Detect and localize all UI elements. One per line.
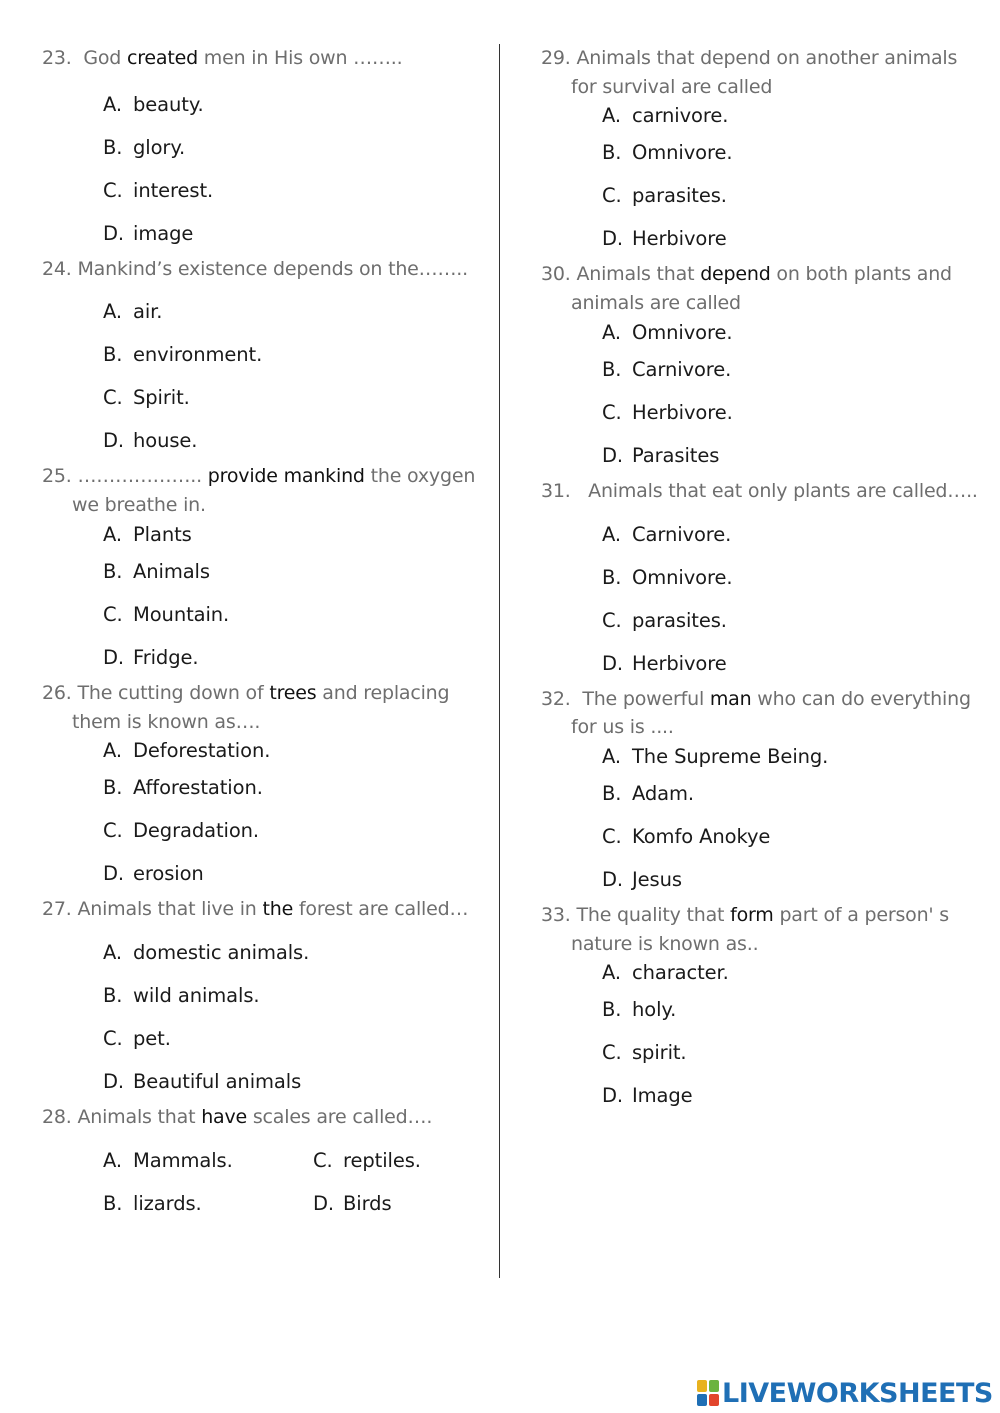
question-23 — [42, 44, 482, 255]
question-text: 30. Animals that depend on both plants and animals are called — [541, 263, 952, 315]
option-d[interactable]: D. Fridge. — [103, 645, 199, 669]
option-b[interactable]: B. lizards. — [103, 1191, 202, 1215]
option-b[interactable]: B. Afforestation. — [103, 776, 263, 800]
option-d[interactable]: D. Image — [602, 1084, 693, 1108]
option-c[interactable]: C. reptiles. — [313, 1148, 421, 1172]
question-29 — [541, 44, 986, 260]
option-b[interactable]: B. Omnivore. — [602, 565, 733, 589]
option-a[interactable]: A. Mammals. — [103, 1148, 233, 1172]
option-c[interactable]: C. Herbivore. — [602, 400, 733, 424]
option-c[interactable]: C. Komfo Anokye — [602, 824, 771, 848]
option-c[interactable]: C. parasites. — [602, 184, 727, 208]
option-c[interactable]: C. Mountain. — [103, 602, 230, 626]
option-c[interactable]: C. parasites. — [602, 608, 727, 632]
option-b[interactable]: B. holy. — [602, 998, 677, 1022]
option-b[interactable]: B. wild animals. — [103, 983, 260, 1007]
option-c[interactable]: C. Spirit. — [103, 386, 190, 410]
option-d[interactable]: D. Parasites — [602, 443, 720, 467]
question-26 — [42, 679, 482, 895]
option-a[interactable]: A. Omnivore. — [602, 320, 733, 344]
left-column — [42, 40, 482, 1225]
option-a[interactable]: A. carnivore. — [602, 104, 729, 128]
option-a[interactable]: A. character. — [602, 961, 729, 985]
option-b[interactable]: B. glory. — [103, 135, 186, 159]
question-31 — [541, 477, 986, 685]
option-d[interactable]: D. Birds — [313, 1191, 392, 1215]
option-c[interactable]: C. pet. — [103, 1026, 171, 1050]
option-c[interactable]: C. Degradation. — [103, 819, 260, 843]
option-c[interactable]: C. spirit. — [602, 1041, 687, 1065]
question-text: 24. Mankind’s existence depends on the…….. — [42, 257, 468, 280]
logo-text: LIVEWORKSHEETS — [722, 1377, 993, 1409]
options-row — [42, 1182, 482, 1225]
question-text: 23. God created men in His own …….. — [42, 47, 403, 69]
option-a[interactable]: A. air. — [103, 300, 163, 324]
logo-mark-icon — [697, 1380, 719, 1406]
option-b[interactable]: B. Adam. — [602, 781, 695, 805]
question-text: 26. The cutting down of trees and replacing them is known as…. — [42, 681, 450, 733]
option-a[interactable]: A. beauty. — [103, 92, 204, 116]
option-c[interactable]: C. interest. — [103, 178, 214, 202]
question-33 — [541, 901, 986, 1117]
option-b[interactable]: B. environment. — [103, 343, 263, 367]
option-a[interactable]: A. Carnivore. — [602, 522, 732, 546]
option-d[interactable]: D. image — [103, 221, 194, 245]
question-text: 29. Animals that depend on another animals for survival are called — [541, 47, 958, 98]
column-divider — [499, 44, 500, 1278]
option-d[interactable]: D. erosion — [103, 862, 204, 886]
option-a[interactable]: A. Deforestation. — [103, 739, 271, 763]
question-24 — [42, 255, 482, 463]
question-25 — [42, 462, 482, 678]
option-d[interactable]: D. Jesus — [602, 867, 682, 891]
option-d[interactable]: D. Herbivore — [602, 227, 727, 251]
question-28 — [42, 1103, 482, 1225]
option-b[interactable]: B. Animals — [103, 559, 210, 583]
question-text: 27. Animals that live in the forest are called… — [42, 898, 469, 921]
options-row — [42, 1139, 482, 1182]
question-text: 31. Animals that eat only plants are called….. — [541, 479, 978, 502]
question-text: 28. Animals that have scales are called…. — [42, 1105, 433, 1128]
option-a[interactable]: A. Plants — [103, 522, 192, 546]
option-d[interactable]: D. house. — [103, 429, 198, 453]
question-32 — [541, 685, 986, 901]
option-a[interactable]: A. domestic animals. — [103, 940, 310, 964]
right-column — [541, 40, 986, 1117]
option-d[interactable]: D. Beautiful animals — [103, 1069, 302, 1093]
question-text: 32. The powerful man who can do everything for us is .... — [541, 687, 971, 739]
option-d[interactable]: D. Herbivore — [602, 651, 727, 675]
option-b[interactable]: B. Omnivore. — [602, 141, 733, 165]
option-a[interactable]: A. The Supreme Being. — [602, 744, 829, 768]
question-30 — [541, 260, 986, 476]
question-text: 25. ……………….. provide mankind the oxygen we breathe in. — [42, 465, 476, 517]
liveworksheets-logo[interactable] — [697, 1375, 993, 1411]
option-b[interactable]: B. Carnivore. — [602, 357, 732, 381]
question-27 — [42, 895, 482, 1103]
question-text: 33. The quality that form part of a person' s nature is known as.. — [541, 903, 949, 955]
